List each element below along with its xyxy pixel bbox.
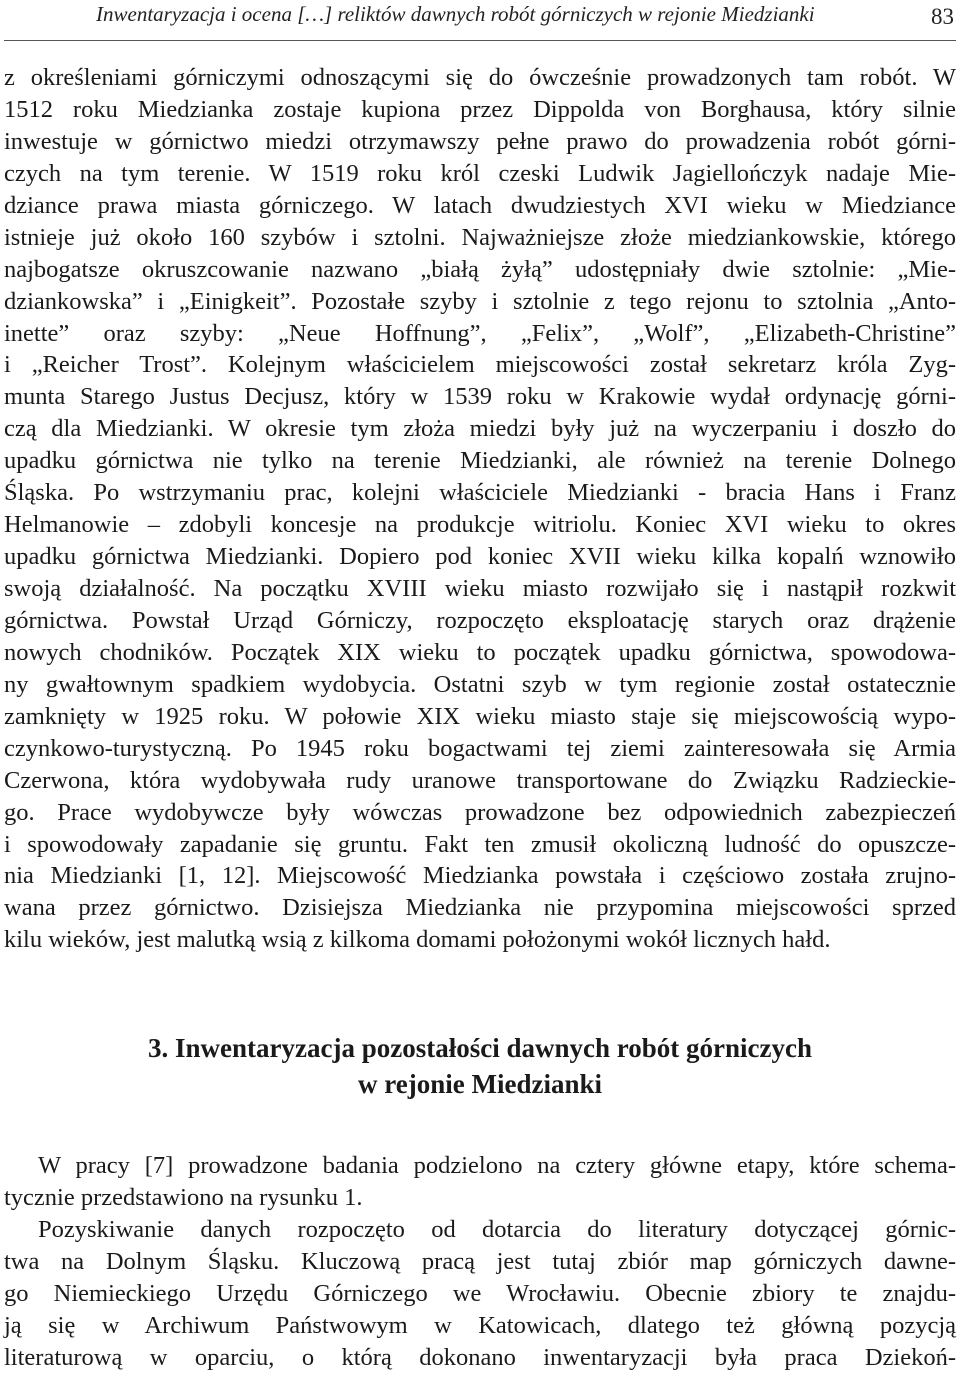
text-line: literaturową w oparciu, o którą dokonano inwentaryzacji była praca Dziekoń-: [4, 1343, 956, 1371]
text-line: z określeniami górniczymi odnoszącymi się do ówcześnie prowadzonych tam robót. W: [4, 64, 956, 91]
text-line: W pracy [7] prowadzone badania podzielono na cztery główne etapy, które schema-: [38, 1152, 956, 1179]
text-line: munta Starego Justus Decjusz, który w 1539 roku w Krakowie wydał ordynację górni-: [4, 383, 956, 411]
text-line: czynkowo-turystyczną. Po 1945 roku bogactwami tej ziemi zainteresowała się Armia: [4, 734, 956, 762]
section-heading-line-1: 3. Inwentaryzacja pozostałości dawnych robót górniczych: [148, 1033, 812, 1063]
text-line: inwestuje w górnictwo miedzi otrzymawszy pełne prawo do prowadzenia robót górni-: [4, 127, 956, 155]
text-line: swoją działalność. Na początku XVIII wieku miasto rozwijało się i nastąpił rozkwit: [4, 575, 956, 602]
page-number: 83: [931, 4, 954, 29]
text-line: zamknięty w 1925 roku. W połowie XIX wieku miasto staje się miejscowością wypo-: [4, 702, 956, 730]
text-line: i spowodowały zapadanie się gruntu. Fakt ten zmusił okoliczną ludność do opuszcze-: [4, 830, 956, 858]
text-line: go. Prace wydobywcze były wówczas prowadzone bez odpowiednich zabezpieczeń: [4, 798, 956, 826]
text-line: górnictwa. Powstał Urząd Górniczy, rozpoczęto eksploatację starych oraz drążenie: [4, 606, 956, 634]
text-line: go Niemieckiego Urzędu Górniczego we Wrocławiu. Obecnie zbiory te znajdu-: [4, 1279, 956, 1307]
text-line: wana przez górnictwo. Dzisiejsza Miedzianka nie przypomina miejscowości sprzed: [4, 894, 956, 922]
text-line: czych na tym terenie. W 1519 roku król czeski Ludwik Jagiellończyk nadaje Mie-: [4, 159, 956, 187]
text-line: i „Reicher Trost”. Kolejnym właścicielem miejscowości został sekretarz króla Zyg-: [4, 351, 956, 379]
paragraph-history: [4, 62, 956, 956]
paragraph-data-acquisition: [4, 1214, 956, 1374]
text-line: Czerwona, która wydobywała rudy uranowe transportowane do Związku Radzieckie-: [4, 766, 956, 794]
text-line: upadku górnictwa nie tylko na terenie Miedzianki, ale również na terenie Dolnego: [4, 447, 956, 475]
text-line: twa na Dolnym Śląsku. Kluczową pracą jest tutaj zbiór map górniczych dawne-: [4, 1247, 956, 1275]
text-line: Śląska. Po wstrzymaniu prac, kolejni właściciele Miedzianki - bracia Hans i Franz: [4, 479, 956, 507]
text-line: ją się w Archiwum Państwowym w Katowicach, dlatego też główną pozycją: [4, 1311, 956, 1339]
text-line: upadku górnictwa Miedzianki. Dopiero pod koniec XVII wieku kilka kopalń wznowiło: [4, 543, 956, 571]
section-heading: [0, 1030, 960, 1102]
running-header-title: Inwentaryzacja i ocena […] reliktów dawnych robót górniczych w rejonie Miedzianki: [96, 2, 815, 26]
text-line: nowych chodników. Początek XIX wieku to początek upadku górnictwa, spowodowa-: [4, 638, 956, 666]
text-line: dziankowska” i „Einigkeit”. Pozostałe szyby i sztolnie z tego rejonu to sztolnia „Anto-: [4, 287, 956, 315]
text-line: Pozyskiwanie danych rozpoczęto od dotarcia do literatury dotyczącej górnic-: [38, 1216, 956, 1243]
paragraph-stages: [4, 1150, 956, 1214]
text-line: Helmanowie – zdobyli koncesje na produkcje witriolu. Koniec XVI wieku to okres: [4, 511, 956, 539]
text-line: kilu wieków, jest malutką wsią z kilkoma domami położonymi wokół licznych hałd.: [4, 926, 831, 954]
text-line: najbogatsze okruszcowanie nazwano „białą żyłą” udostępniały dwie sztolnie: „Mie-: [4, 255, 956, 283]
text-line: tycznie przedstawiono na rysunku 1.: [4, 1183, 363, 1211]
text-line: istnieje już około 160 szybów i sztolni. Najważniejsze złoże miedziankowskie, którego: [4, 223, 956, 251]
text-line: inette” oraz szyby: „Neue Hoffnung”, „Felix”, „Wolf”, „Elizabeth-Christine”: [4, 319, 956, 347]
running-header: [0, 0, 960, 40]
text-line: czą dla Miedzianki. W okresie tym złoża miedzi były już na wyczerpaniu i doszło do: [4, 415, 956, 443]
text-line: nia Miedzianki [1, 12]. Miejscowość Miedzianka powstała i częściowo została zrujno-: [4, 862, 956, 890]
header-rule: [4, 40, 956, 41]
section-heading-line-2: w rejonie Miedzianki: [358, 1069, 602, 1099]
text-line: 1512 roku Miedzianka zostaje kupiona przez Dippolda von Borghausa, który silnie: [4, 95, 956, 123]
text-line: dziance prawa miasta górniczego. W latach dwudziestych XVI wieku w Miedziance: [4, 191, 956, 219]
text-line: ny gwałtownym spadkiem wydobycia. Ostatni szyb w tym regionie został ostatecznie: [4, 670, 956, 698]
